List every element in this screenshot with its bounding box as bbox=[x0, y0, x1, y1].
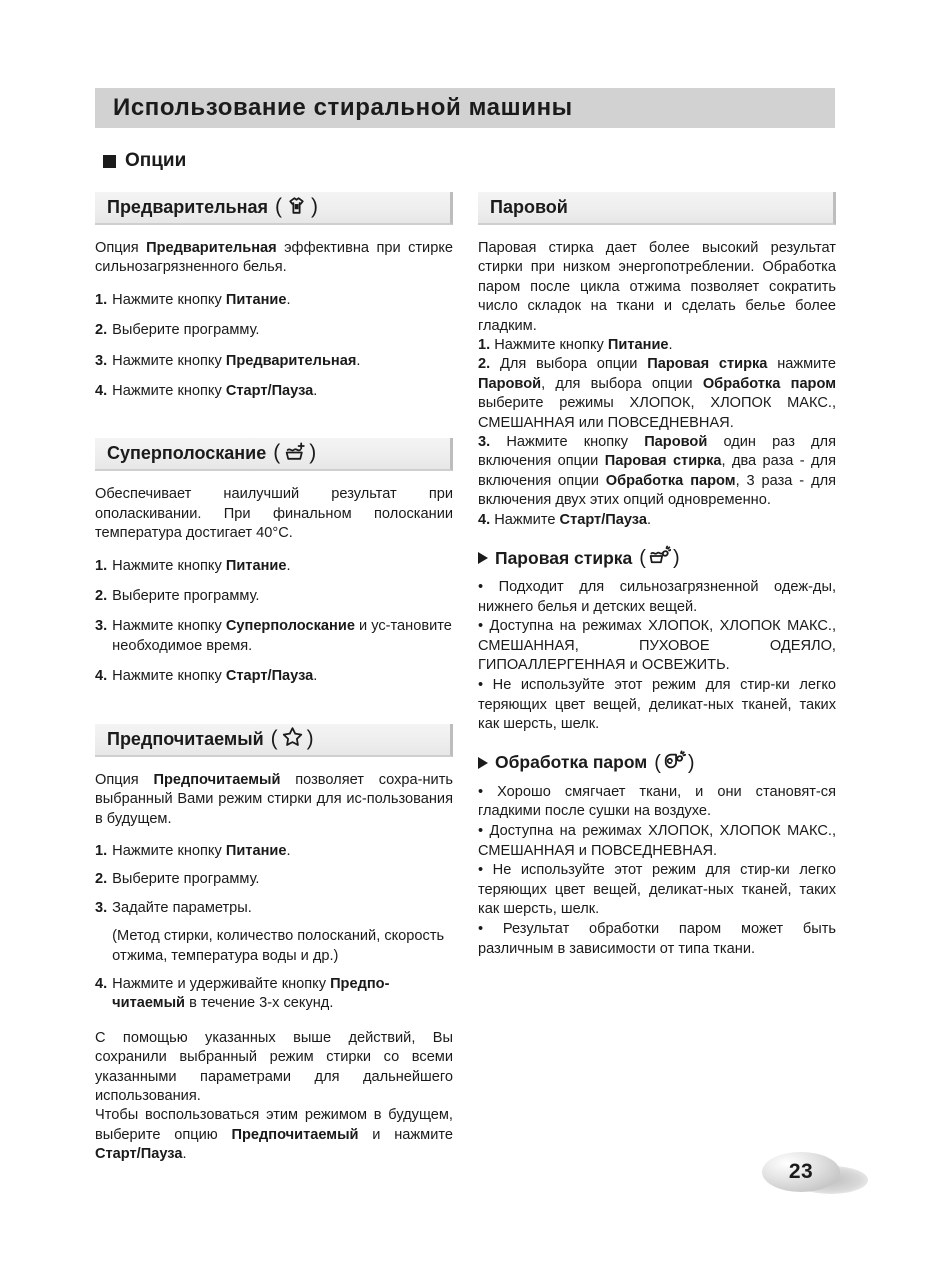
step-item bbox=[95, 870, 453, 889]
subsection-heading bbox=[478, 749, 836, 777]
step-text: Нажмите кнопку Питание. bbox=[494, 337, 673, 354]
step-number: 1. bbox=[478, 337, 491, 354]
bullet-item: • Результат обработки паром может быть различным в зависимости от типа ткани. bbox=[478, 921, 836, 957]
bullet-item: • Доступна на режимах ХЛОПОК, ХЛОПОК МАКС., СМЕШАННАЯ и ПОВСЕДНЕВНАЯ. bbox=[478, 823, 836, 859]
icon-paren-group bbox=[639, 544, 679, 572]
option-header-bar bbox=[95, 438, 453, 471]
step-item bbox=[95, 667, 453, 686]
icon-paren-group bbox=[654, 749, 694, 777]
basin-plus-rinse-icon bbox=[283, 440, 306, 468]
option-intro-paragraph: Обеспечивает наилучший результат при ополаскивании. При финальном полоскании температура достигает 40°C. bbox=[95, 486, 453, 542]
icon-paren-group bbox=[271, 725, 314, 753]
step-item bbox=[478, 511, 836, 530]
page-number-badge bbox=[762, 1152, 874, 1200]
option-title: Предварительная bbox=[107, 197, 268, 217]
step-text: Нажмите кнопку Питание. bbox=[112, 842, 291, 859]
option-outro-paragraph: Чтобы воспользоваться этим режимом в будущем, выберите опцию Предпочитаемый и нажмите Старт/Пауза. bbox=[95, 1107, 453, 1163]
bullet-item: • Не используйте этот режим для стир-ки легко теряющих цвет вещей, деликат-ных тканей, таких как шерсть, шелк. bbox=[478, 677, 836, 733]
steam-intro-paragraph: Паровая стирка дает более высокий результат стирки при низком энергопотреблении. Обработка паром после цикла отжима позволяет сократить число складок на ткани и сделать белье более гладким. bbox=[478, 240, 836, 334]
option-header-bar bbox=[95, 724, 453, 757]
step-number: 4. bbox=[478, 511, 491, 528]
step-item bbox=[478, 355, 836, 433]
bullet-item: • Доступна на режимах ХЛОПОК, ХЛОПОК МАКС., СМЕШАННАЯ, ПУХОВОЕ ОДЕЯЛО, ГИПОАЛЛЕРГЕННАЯ и ОСВЕЖИТЬ. bbox=[478, 618, 836, 674]
garment-prewash-icon bbox=[285, 194, 308, 222]
step-item bbox=[95, 975, 453, 1014]
drum-steam-icon bbox=[663, 749, 686, 777]
close-paren: ) bbox=[310, 195, 318, 218]
option-steps bbox=[95, 557, 453, 687]
step-number: 4. bbox=[95, 975, 108, 992]
open-paren: ( bbox=[273, 441, 281, 465]
step-item bbox=[95, 382, 453, 401]
step-number: 2. bbox=[95, 322, 108, 339]
star-favorite-icon bbox=[281, 725, 304, 753]
subsection-title: Паровая стирка bbox=[495, 547, 633, 568]
bullet-item: • Не используйте этот режим для стир-ки легко теряющих цвет вещей, деликат-ных тканей, таких как шерсть, шелк. bbox=[478, 862, 836, 918]
page-number-text: 23 bbox=[788, 1160, 814, 1183]
step-number: 1. bbox=[95, 291, 108, 308]
steam-steps bbox=[478, 336, 836, 530]
option-intro-paragraph: Опция Предварительная эффективна при стирке сильнозагрязненного белья. bbox=[95, 240, 453, 276]
icon-paren-group bbox=[273, 440, 316, 468]
step-number: 2. bbox=[95, 588, 108, 605]
step-item bbox=[95, 617, 453, 656]
icon-paren-group bbox=[275, 194, 318, 222]
step-number: 3. bbox=[95, 352, 108, 369]
bullet-item: • Подходит для сильнозагрязненной одеж-ды, нижнего белья и детских вещей. bbox=[478, 579, 836, 615]
right-column bbox=[478, 192, 836, 959]
step-item bbox=[95, 291, 453, 310]
step-text: Нажмите и удерживайте кнопку Предпо-читаемый в течение 3-х секунд. bbox=[112, 975, 390, 1012]
close-paren: ) bbox=[672, 547, 680, 570]
step-item bbox=[95, 842, 453, 861]
option-title: Предпочитаемый bbox=[107, 728, 264, 749]
basin-steam-icon bbox=[648, 544, 671, 572]
step-item bbox=[478, 336, 836, 355]
step-text: Задайте параметры. bbox=[112, 899, 252, 916]
step-number: 4. bbox=[95, 383, 108, 400]
open-paren: ( bbox=[270, 726, 278, 750]
step-item bbox=[478, 433, 836, 511]
page-number-ellipse bbox=[762, 1152, 840, 1192]
step-item bbox=[95, 321, 453, 340]
bullet-item: • Хорошо смягчает ткани, и они становят-ся гладкими после сушки на воздухе. bbox=[478, 783, 836, 820]
step-text: Для выбора опции Паровая стирка нажмите Паровой, для выбора опции Обработка паром выберите режимы ХЛОПОК, ХЛОПОК МАКС., СМЕШАННАЯ или ПОВСЕДНЕВНАЯ. bbox=[478, 356, 836, 431]
step-text: Нажмите кнопку Паровой один раз для включения опции Паровая стирка, два раза - для включения опции Обработка паром, 3 раза - для включения двух этих опций одновременно. bbox=[478, 434, 836, 509]
chapter-title: Использование стиральной машины bbox=[113, 94, 573, 121]
step-number: 1. bbox=[95, 557, 108, 574]
step-number: 2. bbox=[478, 356, 491, 373]
step-text: Нажмите кнопку Питание. bbox=[112, 557, 291, 574]
option-steps bbox=[95, 842, 453, 1014]
open-paren: ( bbox=[274, 195, 282, 218]
close-paren: ) bbox=[687, 751, 695, 774]
option-outro-paragraph: С помощью указанных выше действий, Вы сохранили выбранный режим стирки со всеми указанными параметрами для дальнейшего использования. bbox=[95, 1029, 453, 1104]
step-item bbox=[95, 557, 453, 576]
step-item bbox=[95, 899, 453, 918]
step-number: 3. bbox=[95, 618, 108, 635]
subsection-heading bbox=[478, 544, 836, 572]
step-number bbox=[95, 927, 107, 966]
step-number: 4. bbox=[95, 668, 108, 685]
step-text: Нажмите кнопку Суперполоскание и ус-тановите необходимое время. bbox=[112, 618, 452, 654]
close-paren: ) bbox=[306, 726, 314, 750]
step-text: Нажмите кнопку Старт/Пауза. bbox=[112, 668, 318, 685]
left-column bbox=[95, 192, 453, 1165]
step-text: Нажмите Старт/Пауза. bbox=[494, 511, 652, 528]
triangle-bullet-icon bbox=[478, 552, 488, 564]
step-text: Нажмите кнопку Старт/Пауза. bbox=[112, 383, 318, 400]
triangle-bullet-icon bbox=[478, 757, 488, 769]
step-number: 3. bbox=[95, 899, 108, 916]
step-text: Выберите программу. bbox=[112, 322, 260, 339]
options-heading-label: Опции bbox=[125, 150, 187, 171]
option-steps bbox=[95, 291, 453, 402]
step-item bbox=[95, 352, 453, 371]
close-paren: ) bbox=[309, 441, 317, 465]
step-number: 3. bbox=[478, 434, 491, 451]
option-title: Суперполоскание bbox=[107, 443, 267, 464]
step-text: Нажмите кнопку Предварительная. bbox=[112, 352, 361, 369]
step-text: Нажмите кнопку Питание. bbox=[112, 291, 291, 308]
option-title: Паровой bbox=[490, 197, 568, 217]
step-item bbox=[95, 587, 453, 606]
open-paren: ( bbox=[639, 547, 646, 570]
option-header-bar bbox=[478, 192, 836, 225]
option-intro-paragraph: Опция Предпочитаемый позволяет сохра-нить выбранный Вами режим стирки для ис-пользования в будущем. bbox=[95, 771, 453, 827]
square-bullet-icon bbox=[103, 155, 116, 168]
step-text: Выберите программу. bbox=[112, 871, 260, 888]
step-number: 2. bbox=[95, 871, 108, 888]
step-text: Выберите программу. bbox=[112, 588, 260, 605]
subsection-title: Обработка паром bbox=[495, 752, 648, 773]
step-item bbox=[95, 927, 453, 966]
step-number: 1. bbox=[95, 842, 108, 859]
options-heading bbox=[103, 150, 186, 172]
open-paren: ( bbox=[654, 751, 661, 774]
chapter-title-bar bbox=[95, 88, 835, 128]
step-text: (Метод стирки, количество полосканий, скорость отжима, температура воды и др.) bbox=[112, 928, 445, 964]
option-header-bar bbox=[95, 192, 453, 225]
